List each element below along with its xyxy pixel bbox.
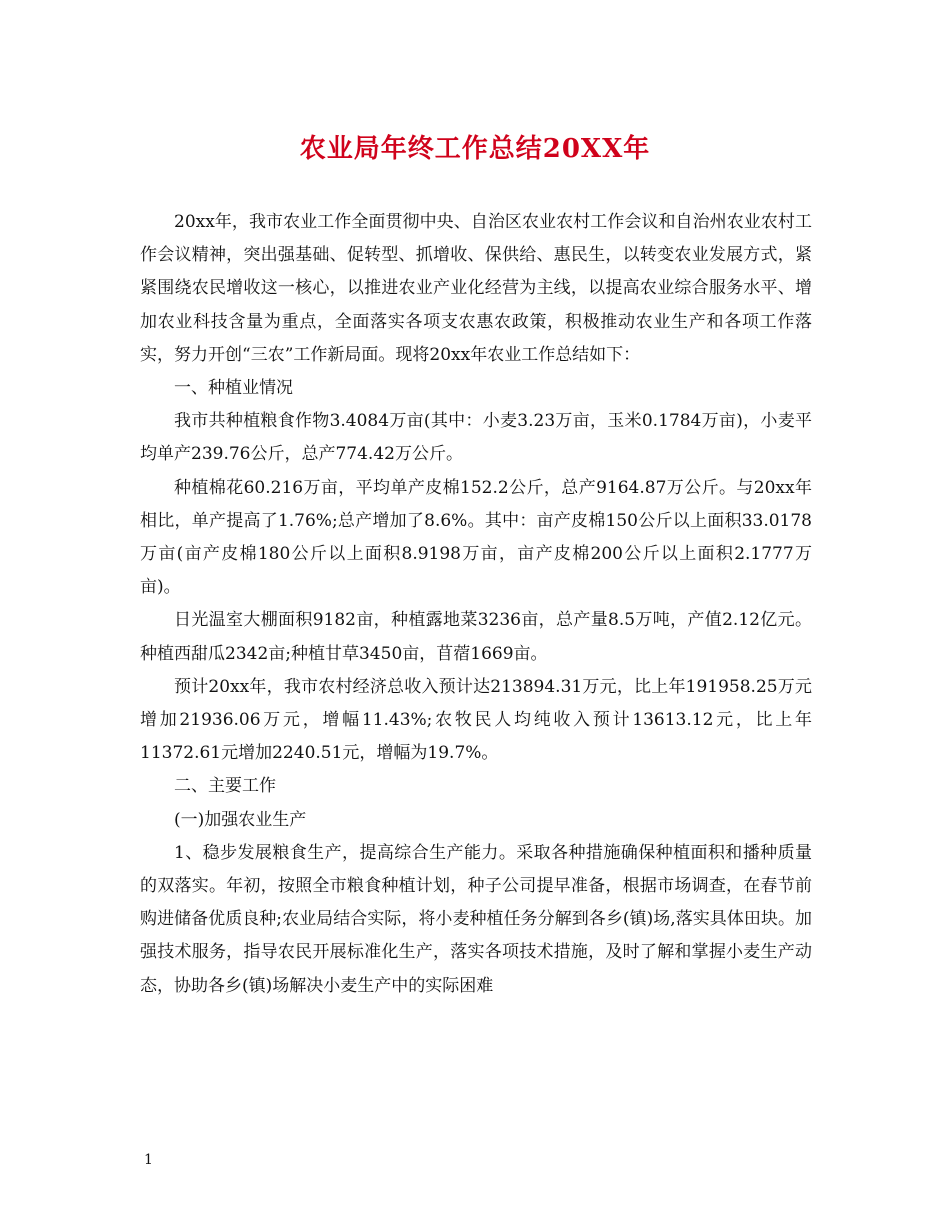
subsection-heading-production: (一)加强农业生产	[174, 809, 307, 830]
page-number: 1	[144, 1152, 153, 1168]
paragraph-grain-production: 1、稳步发展粮食生产，提高综合生产能力。采取各种措施确保种植面积和播种质量的双落实。年初，按照全市粮食种植计划，种子公司提早准备，根据市场调查，在春节前购进储备优质良种;农业局结合实际，将小麦种植任务分解到各乡(镇)场,落实具体田块。加强技术服务，指导农民开展标准化生产，落实各项技术措施，及时了解和掌握小麦生产动态，协助各乡(镇)场解决小麦生产中的实际困难	[140, 842, 812, 996]
paragraph-intro: 20xx年，我市农业工作全面贯彻中央、自治区农业农村工作会议和自治州农业农村工作会议精神，突出强基础、促转型、抓增收、保供给、惠民生，以转变农业发展方式，紧紧围绕农民增收这一核心，以推进农业产业化经营为主线，以提高农业综合服务水平、增加农业科技含量为重点，全面落实各项支农惠农政策，积极推动农业生产和各项工作落实，努力开创“三农”工作新局面。现将20xx年农业工作总结如下：	[140, 212, 812, 365]
document-body	[140, 206, 812, 1003]
section-heading-planting: 一、种植业情况	[174, 378, 293, 399]
document-title: 农业局年终工作总结20XX年	[299, 134, 651, 164]
paragraph-income: 预计20xx年，我市农村经济总收入预计达213894.31万元，比上年191958.25万元增加21936.06万元，增幅11.43%;农牧民人均纯收入预计13613.12元，比上年11372.61元增加2240.51元，增幅为19.7%。	[140, 676, 812, 764]
section-heading-main-work: 二、主要工作	[174, 776, 276, 797]
paragraph-cotton: 种植棉花60.216万亩，平均单产皮棉152.2公斤，总产9164.87万公斤。与20xx年相比，单产提高了1.76%;总产增加了8.6%。其中：亩产皮棉150公斤以上面积33.0178万亩(亩产皮棉180公斤以上面积8.9198万亩，亩产皮棉200公斤以上面积2.1777万亩)。	[140, 477, 812, 598]
paragraph-grain: 我市共种植粮食作物3.4084万亩(其中：小麦3.23万亩，玉米0.1784万亩)，小麦平均单产239.76公斤，总产774.42万公斤。	[140, 411, 812, 465]
paragraph-greenhouse: 日光温室大棚面积9182亩，种植露地菜3236亩，总产量8.5万吨，产值2.12亿元。种植西甜瓜2342亩;种植甘草3450亩，苜蓿1669亩。	[140, 610, 812, 664]
